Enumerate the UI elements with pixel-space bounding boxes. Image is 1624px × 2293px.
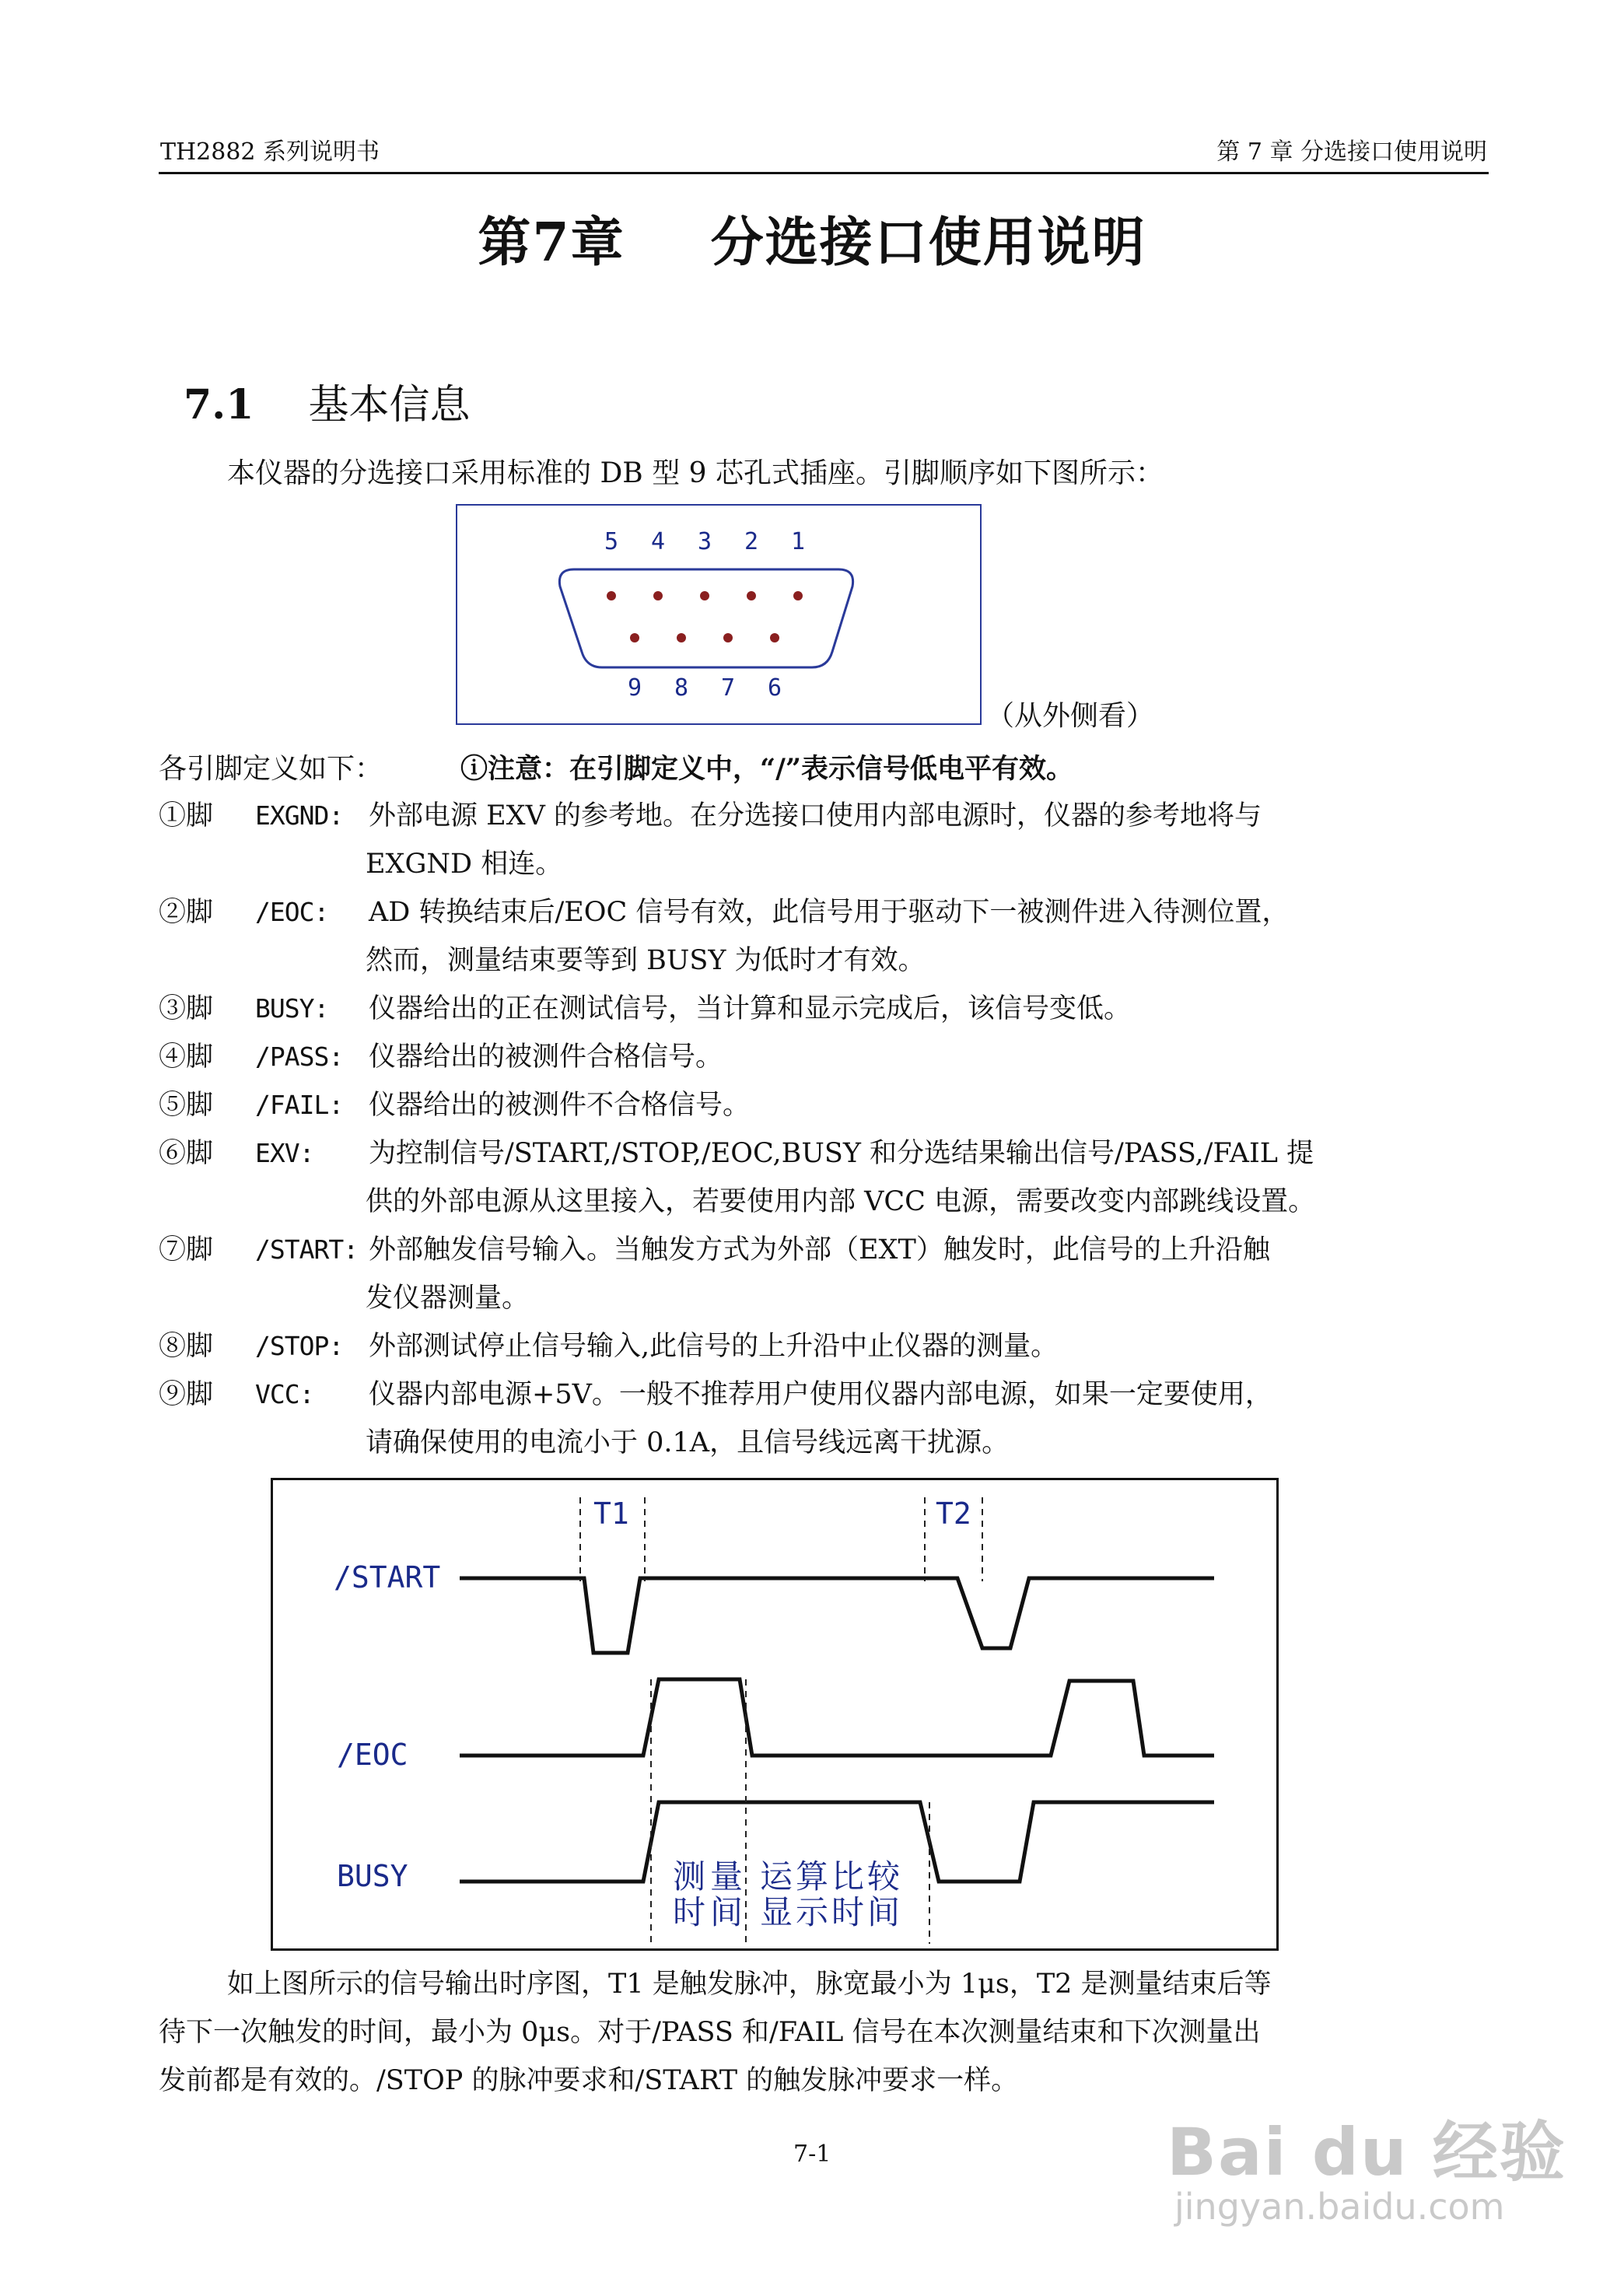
pin-number: ⑤脚 <box>159 1090 214 1121</box>
pin-hole-7 <box>723 633 733 642</box>
connector-caption: （从外侧看） <box>986 700 1155 732</box>
pin-number: ④脚 <box>159 1041 214 1073</box>
pin-number: ③脚 <box>159 993 214 1024</box>
pin-name: /EOC: <box>255 897 329 927</box>
pin-definition-3 <box>159 985 1465 1033</box>
pin-label-8: 8 <box>674 674 689 702</box>
pin-description: 外部测试停止信号输入,此信号的上升沿中止仪器的测量。 <box>369 1331 1059 1362</box>
pin-definition-6 <box>159 1129 1465 1178</box>
timing-diagram-svg <box>273 1480 1276 1948</box>
pin-definition-9 <box>159 1371 1465 1419</box>
closing-line-1: 如上图所示的信号输出时序图，T1 是触发脉冲，脉宽最小为 1μs，T2 是测量结束后等 <box>227 1969 1272 2000</box>
eoc-waveform <box>460 1679 1214 1756</box>
chapter-name: 分选接口使用说明 <box>710 212 1146 274</box>
pin-description: AD 转换结束后/EOC 信号有效，此信号用于驱动下一被测件进入待测位置， <box>369 897 1290 928</box>
pin-label-6: 6 <box>767 674 782 702</box>
pin-description: 外部电源 EXV 的参考地。在分选接口使用内部电源时，仪器的参考地将与 <box>369 800 1262 831</box>
section-title: 基本信息 <box>308 382 471 429</box>
pin-hole-2 <box>747 591 756 600</box>
pin-definition-4 <box>159 1033 1465 1081</box>
pin-definition-9-cont: 请确保使用的电流小于 0.1A，且信号线远离干扰源。 <box>366 1427 1010 1458</box>
pin-definition-1 <box>159 792 1465 840</box>
pin-name: /PASS: <box>255 1041 344 1072</box>
pin-hole-6 <box>770 633 779 642</box>
header-rule <box>159 172 1489 174</box>
pin-label-9: 9 <box>627 674 642 702</box>
pin-definition-1-cont: EXGND 相连。 <box>366 849 563 880</box>
pin-number: ①脚 <box>159 800 214 831</box>
connector-diagram <box>456 504 982 725</box>
header-left: TH2882 系列说明书 <box>160 138 380 166</box>
signal-label-busy: BUSY <box>337 1859 408 1893</box>
page-number: 7-1 <box>793 2141 831 2168</box>
pin-number: ⑧脚 <box>159 1331 214 1362</box>
chapter-title <box>0 201 1624 276</box>
pin-label-3: 3 <box>697 528 712 555</box>
watermark-brand: Bai du 经验 <box>1167 2114 1566 2190</box>
pin-number: ⑦脚 <box>159 1234 214 1266</box>
pin-hole-9 <box>630 633 639 642</box>
closing-line-3: 发前都是有效的。/STOP 的脉冲要求和/START 的触发脉冲要求一样。 <box>159 2065 1019 2096</box>
pin-label-1: 1 <box>790 528 806 555</box>
pin-label-7: 7 <box>720 674 736 702</box>
pin-name: EXGND: <box>255 800 344 831</box>
closing-line-2: 待下一次触发的时间，最小为 0μs。对于/PASS 和/FAIL 信号在本次测量结束和下次测量出 <box>159 2017 1261 2048</box>
pin-description: 仪器内部电源+5V。一般不推荐用户使用仪器内部电源，如果一定要使用， <box>369 1379 1272 1410</box>
pin-description: 仪器给出的被测件合格信号。 <box>369 1041 723 1073</box>
pin-definition-2-cont: 然而，测量结束要等到 BUSY 为低时才有效。 <box>366 945 926 976</box>
measure-label-line2: 时间 <box>673 1893 748 1931</box>
definitions-label: 各引脚定义如下： <box>159 753 383 785</box>
compute-label-line1: 运算比较 <box>760 1857 904 1896</box>
pin-number: ⑨脚 <box>159 1379 214 1410</box>
pin-definition-7 <box>159 1226 1465 1274</box>
pin-definition-6-cont: 供的外部电源从这里接入，若要使用内部 VCC 电源，需要改变内部跳线设置。 <box>366 1186 1316 1217</box>
watermark-url: jingyan.baidu.com <box>1174 2186 1505 2228</box>
t1-label: T1 <box>593 1497 629 1531</box>
timing-diagram <box>271 1478 1279 1951</box>
pin-description: 仪器给出的被测件不合格信号。 <box>369 1090 751 1121</box>
pin-name: VCC: <box>255 1379 314 1409</box>
pin-hole-8 <box>677 633 686 642</box>
pin-hole-5 <box>607 591 616 600</box>
pin-description: 为控制信号/START,/STOP,/EOC,BUSY 和分选结果输出信号/PASS,/FAIL 提 <box>369 1138 1314 1169</box>
pin-definition-5 <box>159 1081 1465 1129</box>
pin-description: 仪器给出的正在测试信号，当计算和显示完成后，该信号变低。 <box>369 993 1132 1024</box>
pin-definition-2 <box>159 888 1465 936</box>
t2-label: T2 <box>936 1497 971 1531</box>
pins-bottom-row <box>630 633 779 642</box>
pin-number: ②脚 <box>159 897 214 928</box>
pin-label-2: 2 <box>744 528 759 555</box>
pin-hole-1 <box>793 591 803 600</box>
db9-connector-svg <box>457 506 980 723</box>
signal-label-start: /START <box>334 1560 441 1595</box>
pin-name: EXV: <box>255 1138 314 1168</box>
pin-name: BUSY: <box>255 993 329 1024</box>
pin-name: /FAIL: <box>255 1090 344 1120</box>
pins-top-row <box>607 591 803 600</box>
pin-definition-7-cont: 发仪器测量。 <box>366 1283 530 1314</box>
start-waveform <box>460 1578 1214 1653</box>
header-right: 第 7 章 分选接口使用说明 <box>1216 138 1487 166</box>
pin-hole-4 <box>653 591 663 600</box>
measure-label-line1: 测量 <box>673 1857 748 1896</box>
connector-outline <box>559 569 852 667</box>
pin-label-4: 4 <box>650 528 666 555</box>
pin-name: /START: <box>255 1234 359 1265</box>
compute-label-line2: 显示时间 <box>760 1893 904 1931</box>
intro-paragraph: 本仪器的分选接口采用标准的 DB 型 9 芯孔式插座。引脚顺序如下图所示： <box>227 457 1164 489</box>
signal-label-eoc: /EOC <box>337 1738 408 1772</box>
pin-number: ⑥脚 <box>159 1138 214 1169</box>
pin-description: 外部触发信号输入。当触发方式为外部（EXT）触发时，此信号的上升沿触 <box>369 1234 1270 1266</box>
note-text: ⓘ注意：在引脚定义中，“/”表示信号低电平有效。 <box>460 753 1074 785</box>
pin-hole-3 <box>700 591 709 600</box>
section-heading <box>184 372 470 430</box>
pin-name: /STOP: <box>255 1331 344 1361</box>
section-number: 7.1 <box>184 381 254 429</box>
pin-label-5: 5 <box>604 528 619 555</box>
pin-definition-8 <box>159 1322 1465 1371</box>
chapter-number: 第7章 <box>478 212 625 274</box>
